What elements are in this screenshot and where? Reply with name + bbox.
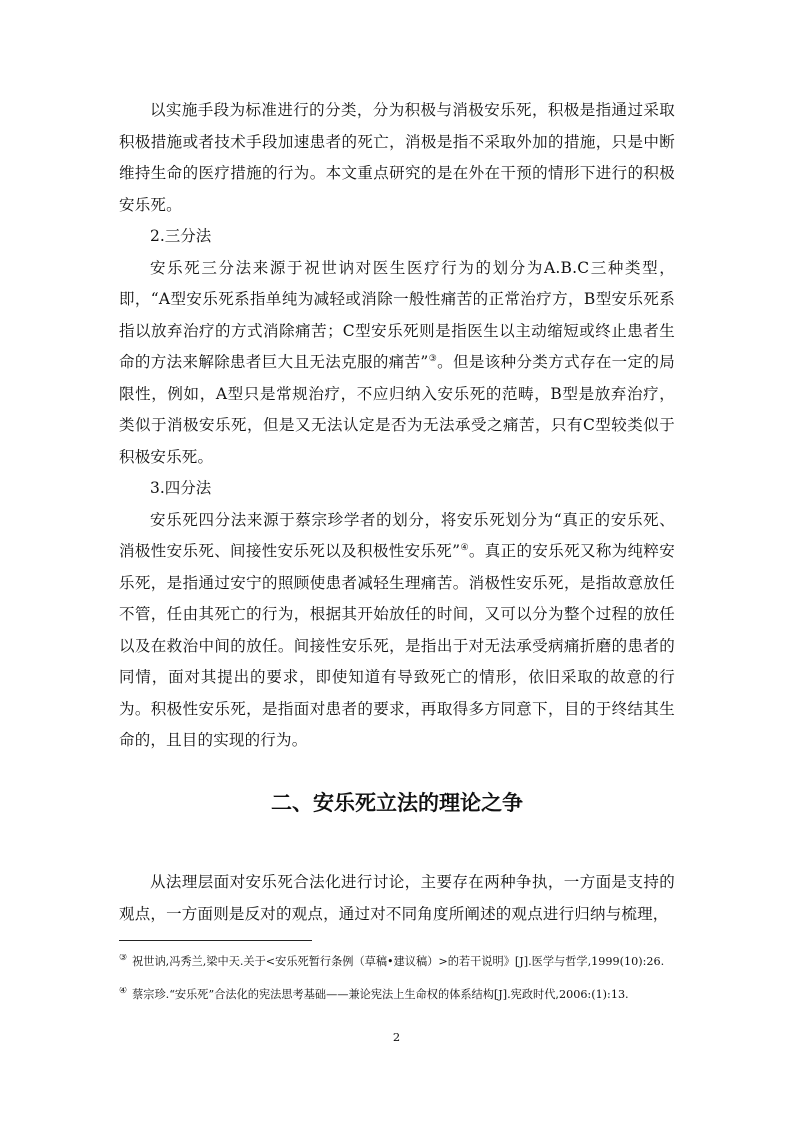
paragraph-active-passive-classification: 以实施手段为标准进行的分类，分为积极与消极安乐死，积极是指通过采取积极措施或者技术手段加速患者的死亡，消极是指不采取外加的措施，只是中断维持生命的医疗措施的行为。本文重点研究的是在外在干预的情形下进行的积极安乐死。: [119, 101, 675, 214]
footnote-ref-4: ④: [460, 542, 469, 553]
page-number: 2: [392, 1030, 401, 1044]
footnote-divider: [119, 940, 312, 941]
footnote-ref-3: ③: [428, 353, 438, 364]
subheading-four-category: 3.四分法: [150, 479, 212, 497]
paragraph-three-category-text-b: 。但是该种分类方式存在一定的局限性，例如，A型只是常规治疗，不应归纳入安乐死的范畴，B型是放弃治疗，类似于消极安乐死，但是又无法认定是否为无法承受之痛苦，只有C型较类似于积极安乐死。: [119, 353, 675, 466]
footnote-3-text: 祝世讷,冯秀兰,梁中天.关于<安乐死暂行条例（草稿•建议稿）>的若干说明》[J].医学与哲学,1999(10):26.: [132, 955, 665, 968]
section-title: 二、安乐死立法的理论之争: [271, 791, 523, 815]
paragraph-four-category-text-b: 。真正的安乐死又称为纯粹安乐死，是指通过安宁的照顾使患者减轻生理痛苦。消极性安乐死，是指故意放任不管，任由其死亡的行为，根据其开始放任的时间，又可以分为整个过程的放任以及在救治中间的放任。间接性安乐死，是指出于对无法承受病痛折磨的患者的同情，面对其提出的要求，即使知道有导致死亡的情形，依旧采取的故意的行为。积极性安乐死，是指面对患者的要求，再取得多方同意下，目的于终结其生命的，且目的实现的行为。: [119, 542, 675, 749]
footnote-3: [119, 954, 675, 970]
footnote-3-mark: ③: [119, 954, 128, 964]
paragraph-three-category: [119, 253, 675, 474]
section-body: [119, 867, 675, 930]
footnote-4: [119, 987, 675, 1003]
subheading-three-category: 2.三分法: [150, 227, 212, 245]
paragraph-three-category-text-a: 安乐死三分法来源于祝世讷对医生医疗行为的划分为A.B.C三种类型，即，“A型安乐死系指单纯为减轻或消除一般性痛苦的正常治疗方，B型安乐死系指以放弃治疗的方式消除痛苦；C型安乐死则是指医生以主动缩短或终止患者生命的方法来解除患者巨大且无法克服的痛苦”: [119, 258, 675, 371]
footnote-4-text: 蔡宗珍.“安乐死”合法化的宪法思考基础——兼论宪法上生命权的体系结构[J].宪政时代,2006:(1):13.: [132, 988, 629, 1001]
document-body: [119, 95, 675, 923]
paragraph-legal-debate: 从法理层面对安乐死合法化进行讨论，主要存在两种争执，一方面是支持的观点，一方面则是反对的观点，通过对不同角度所阐述的观点进行归纳与梳理，: [119, 873, 675, 923]
footnote-4-mark: ④: [119, 987, 128, 997]
paragraph-four-category: [119, 505, 675, 757]
paragraph-four-category-text-a: 安乐死四分法来源于蔡宗珍学者的划分，将安乐死划分为“真正的安乐死、消极性安乐死、间接性安乐死以及积极性安乐死”: [119, 510, 675, 560]
